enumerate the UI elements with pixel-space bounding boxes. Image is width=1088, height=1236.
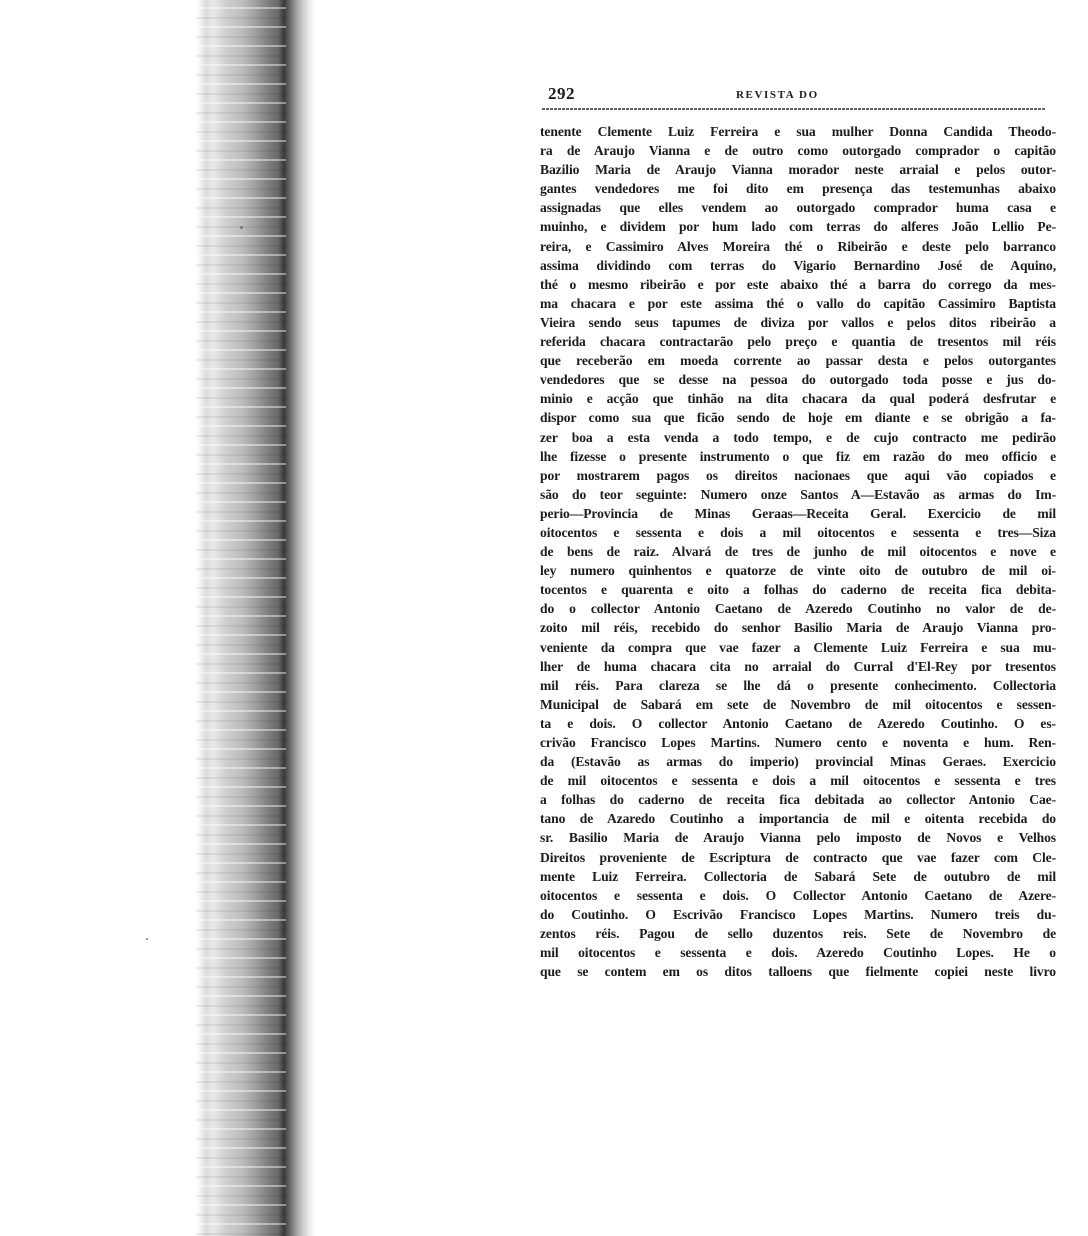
text-line: Direitos proveniente de Escriptura de contracto que vae fazer com Cle- bbox=[540, 849, 1056, 865]
text-line: que receberão em moeda corrente ao passar desta e pelos outorgantes bbox=[540, 353, 1056, 369]
text-line: mil oitocentos e sessenta e dois. Azeredo Coutinho Lopes. He o bbox=[540, 945, 1056, 961]
text-line: ma chacara e por este assima thé o vallo do capitão Cassimiro Baptista bbox=[540, 295, 1056, 311]
text-line: zoito mil réis, recebido do senhor Basilio Maria de Araujo Vianna pro- bbox=[540, 620, 1056, 636]
text-line: zentos réis. Pagou de sello duzentos reis. Sete de Novembro de bbox=[540, 925, 1056, 941]
text-line: crivão Francisco Lopes Martins. Numero cento e noventa e hum. Ren- bbox=[540, 735, 1056, 750]
text-line: Bazilio Maria de Araujo Vianna morador neste arraial e pelos outor- bbox=[540, 162, 1056, 178]
body-text bbox=[540, 122, 1056, 981]
text-line: são do teor seguinte: Numero onze Santos A—Estavão as armas do Im- bbox=[540, 486, 1056, 502]
text-line: perio—Provincia de Minas Geraas—Receita Geral. Exercicio de mil bbox=[540, 505, 1056, 521]
running-head bbox=[540, 84, 1056, 108]
text-line: Vieira sendo seus tapumes de diviza por vallos e pelos ditos ribeirão a bbox=[540, 314, 1056, 330]
text-line: tano de Azaredo Coutinho a importancia de mil e oitenta recebida do bbox=[540, 811, 1056, 827]
text-line: tocentos e quarenta e oito a folhas do caderno de receita fica debita- bbox=[540, 582, 1056, 598]
text-line: ta e dois. O collector Antonio Caetano de Azeredo Coutinho. O es- bbox=[540, 715, 1056, 731]
text-line: oitocentos e sessenta e dois. O Collector Antonio Caetano de Azere- bbox=[540, 887, 1056, 903]
text-line: de mil oitocentos e sessenta e dois a mil oitocentos e sessenta e tres bbox=[540, 773, 1056, 789]
text-line: veniente da compra que vae fazer a Clemente Luiz Ferreira e sua mu- bbox=[540, 639, 1056, 655]
text-line: ra de Araujo Vianna e de outro como outorgado comprador o capitão bbox=[540, 143, 1056, 159]
text-line: da (Estavão as armas do imperio) provincial Minas Geraes. Exercicio bbox=[540, 754, 1056, 770]
text-line: thé o mesmo ribeirão e por este abaixo thé a barra do corrego da mes- bbox=[540, 276, 1056, 292]
text-line: assignadas que elles vendem ao outorgado comprador huma casa e bbox=[540, 200, 1056, 216]
text-line: lher de huma chacara cita no arraial do Curral d'El-Rey por tresentos bbox=[540, 658, 1056, 674]
header-rule bbox=[542, 108, 1046, 110]
text-line: zer boa a esta venda a todo tempo, e de cujo contracto me pedirão bbox=[540, 429, 1056, 445]
text-line: Municipal de Sabará em sete de Novembro de mil oitocentos e sessen- bbox=[540, 696, 1056, 712]
text-line: sr. Basilio Maria de Araujo Vianna pelo imposto de Novos e Velhos bbox=[540, 830, 1056, 846]
text-line: do Coutinho. O Escrivão Francisco Lopes Martins. Numero treis du- bbox=[540, 906, 1056, 922]
text-line: vendedores que se desse na pessoa do outorgado toda posse e jus do- bbox=[540, 372, 1056, 388]
scan-noise bbox=[196, 0, 286, 1236]
page-number: 292 bbox=[548, 84, 575, 103]
text-line: tenente Clemente Luiz Ferreira e sua mulher Donna Candida Theodo- bbox=[540, 124, 1056, 139]
text-line: a folhas do caderno de receita fica debitada ao collector Antonio Cae- bbox=[540, 792, 1056, 808]
text-line: que se contem em os ditos talloens que fielmente copiei neste livro bbox=[540, 964, 1056, 980]
text-line: oitocentos e sessenta e dois a mil oitocentos e sessenta e tres—Siza bbox=[540, 524, 1056, 540]
book-page bbox=[540, 84, 1056, 981]
scan-speck bbox=[240, 226, 243, 229]
text-line: por mostrarem pagos os direitos nacionaes que aqui vão copiados e bbox=[540, 467, 1056, 483]
text-line: dispor como sua que ficão sendo de hoje em diante e se obrigão a fa- bbox=[540, 410, 1056, 426]
text-line: de bens de raiz. Alvará de tres de junho de mil oitocentos e nove e bbox=[540, 544, 1056, 560]
text-line: do o collector Antonio Caetano de Azeredo Coutinho no valor de de- bbox=[540, 601, 1056, 617]
text-line: muinho, e dividem por hum lado com terras do alferes João Lellio Pe- bbox=[540, 219, 1056, 235]
text-line: mil réis. Para clareza se lhe dá o presente conhecimento. Collectoria bbox=[540, 677, 1056, 693]
text-line: minio e acção que tinhão na dita chacara da qual poderá desfrutar e bbox=[540, 391, 1056, 407]
running-title: REVISTA DO bbox=[736, 89, 819, 101]
text-line: reira, e Cassimiro Alves Moreira thé o Ribeirão e deste pelo barranco bbox=[540, 238, 1056, 254]
scan-speck bbox=[146, 938, 148, 940]
text-line: lhe fizesse o presente instrumento o que fiz em razão do meo officio e bbox=[540, 448, 1056, 464]
text-line: ley numero quinhentos e quatorze de vinte oito de outubro de mil oi- bbox=[540, 563, 1056, 579]
text-line: assima dividindo com terras do Vigario Bernardino José de Aquino, bbox=[540, 257, 1056, 273]
text-line: mente Luiz Ferreira. Collectoria de Sabará Sete de outubro de mil bbox=[540, 868, 1056, 884]
text-line: gantes vendedores me foi dito em presença das testemunhas abaixo bbox=[540, 181, 1056, 197]
text-line: referida chacara contractarão pelo preço e quantia de tresentos mil réis bbox=[540, 334, 1056, 350]
